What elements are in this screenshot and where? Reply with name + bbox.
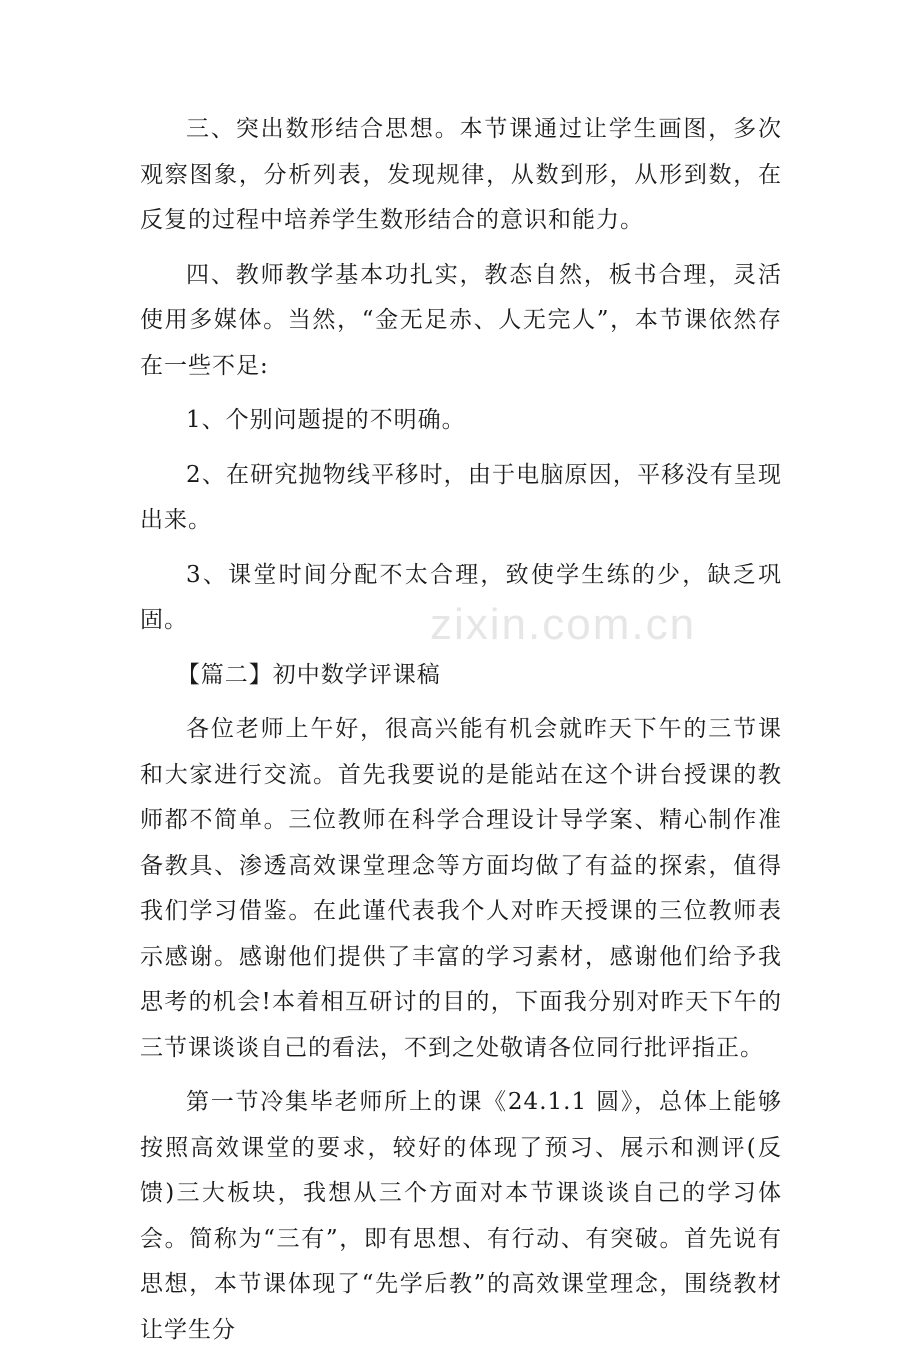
paragraph-shortcoming-1: 1、个别问题提的不明确。 xyxy=(186,407,466,433)
paragraph-first-lesson: 第一节冷集毕老师所上的课《24.1.1 圆》，总体上能够按照高效课堂的要求，较好的体现了预习、展示和测评(反馈)三大板块，我想从三个方面对本节课谈谈自己的学习体会。简称为“三有”，即有思想、有行动、有突破。首先说有思想，本节课体现了“先学后教”的高效课堂理念，围绕教材让学生分 xyxy=(140,1089,782,1343)
paragraph-point-four: 四、教师教学基本功扎实，教态自然，板书合理，灵活使用多媒体。当然，“金无足赤、人无完人”，本节课依然存在一些不足: xyxy=(140,261,782,379)
document-body xyxy=(140,107,782,1362)
section-heading: 【篇二】初中数学评课稿 xyxy=(176,661,441,688)
paragraph-greeting: 各位老师上午好，很高兴能有机会就昨天下午的三节课和大家进行交流。首先我要说的是能站在这个讲台授课的教师都不简单。三位教师在科学合理设计导学案、精心制作准备教具、渗透高效课堂理念等方面均做了有益的探索，值得我们学习借鉴。在此谨代表我个人对昨天授课的三位教师表示感谢。感谢他们提供了丰富的学习素材，感谢他们给予我思考的机会!本着相互研讨的目的，下面我分别对昨天下午的三节课谈谈自己的看法，不到之处敬请各位同行批评指正。 xyxy=(140,716,782,1061)
paragraph-shortcoming-2: 2、在研究抛物线平移时，由于电脑原因，平移没有呈现出来。 xyxy=(140,461,782,533)
paragraph-point-three: 三、突出数形结合思想。本节课通过让学生画图，多次观察图象，分析列表，发现规律，从数到形，从形到数，在反复的过程中培养学生数形结合的意识和能力。 xyxy=(140,116,782,233)
watermark: zixin.com.cn xyxy=(430,600,697,649)
paragraph-shortcoming-3: 3、课堂时间分配不太合理，致使学生练的少，缺乏巩固。 xyxy=(140,561,782,633)
